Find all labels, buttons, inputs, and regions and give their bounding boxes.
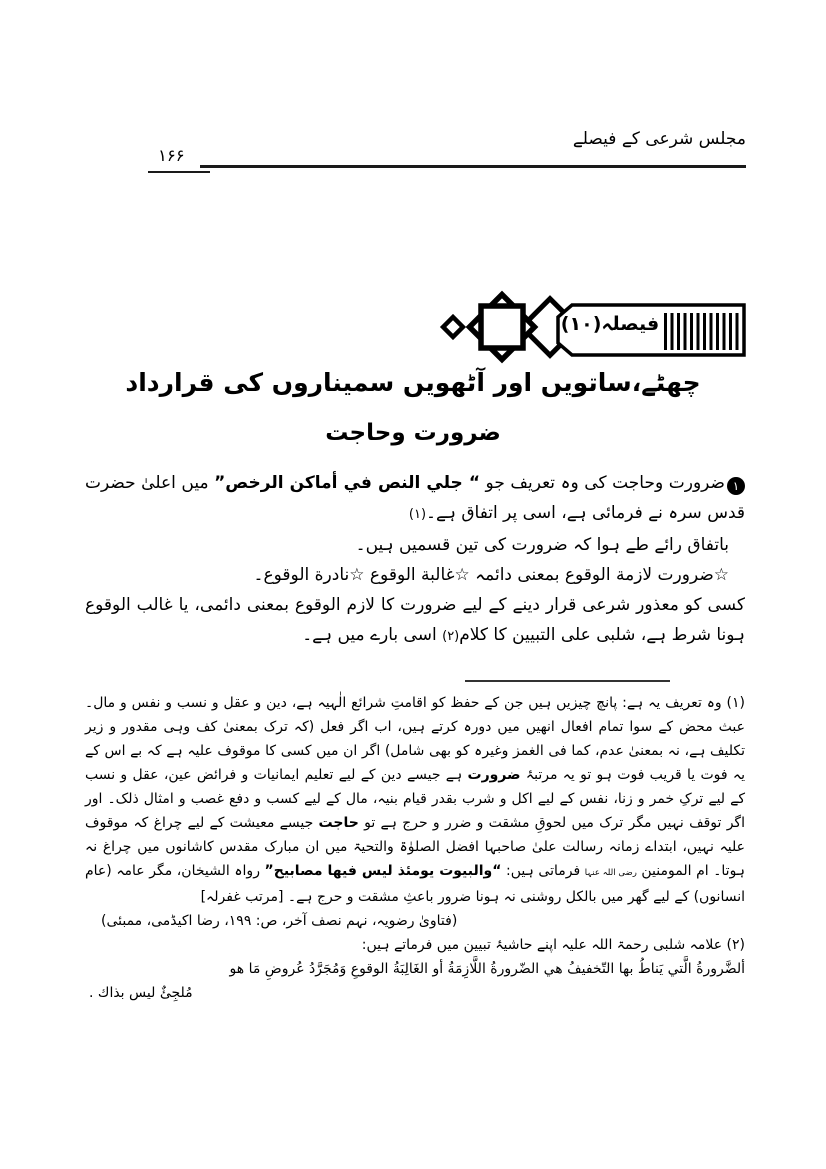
diamond-ornament-icon xyxy=(443,317,463,337)
footnote-1-text: وہ تعریف یہ ہے: پانچ چیزیں ہیں جن کے حفظ کو اقامتِ شرائع الٰہیہ ہے، دین و عقل و نسب و نفس و مال۔ عبث محض کے سوا تمام افعال انھیں میں دورہ کرتے ہیں، اب اگر فعل (کہ ترک بمعنیٰ کف وہی مقدور و زیر تکلیف ہے، نہ بمعنیٰ عدم، کما فی الغمز وغیرہ کو بھی شامل) اگر ان میں کسی کا موقوف علیہ ہے کہ بے اس کے یہ فوت یا قریب فوت ہو تو یہ مرتبۂ xyxy=(85,695,745,783)
page-number-rule xyxy=(148,171,210,173)
footnote-2 xyxy=(85,933,745,957)
footnote-1 xyxy=(85,691,745,909)
bold-term-zaroorat: ضرورت xyxy=(467,767,521,783)
hatch-lines-icon xyxy=(664,313,739,350)
footnote-1-text: فرماتی ہیں: xyxy=(501,863,585,879)
footnote-1-text: جیسے معیشت کے لیے چراغ کہ موقوف علیہ نہیں، ابتداے زمانہ رسالت علیٰ صاحبہا افضل الصلوٰۃ والتحیۃ میں ان مبارک مقدس کاشانوں میں چراغ نہ ہوتا۔ ام المومنین xyxy=(85,815,746,879)
paragraph-1-text-cont: میں اعلیٰ حضرت قدس سرہ نے فرمائی ہے، اسی پر اتفاق ہے۔ xyxy=(85,473,745,523)
numbered-disc-marker: ۱ xyxy=(727,477,745,495)
footnote-2-text: علامہ شلبی رحمۃ اللہ علیہ اپنے حاشیۂ تبیین میں فرماتے ہیں: xyxy=(361,937,727,953)
footnote-ref-2: (۲) xyxy=(442,629,460,644)
star-upright-square xyxy=(481,306,523,348)
paragraph-4-text: کسی کو معذور شرعی قرار دینے کے لیے ضرورت کا لازم الوقوع بمعنی دائمی، یا غالب الوقوع ہونا شرط ہے، شلبی علی التبیین کا کلام xyxy=(85,595,745,645)
footnote-1-text: ہے جیسے دین کے لیے تعلیم ایمانیات و فرائض عین، عقل و نسب کے لیے ترکِ خمر و زنا، نفس کے لیے اکل و شرب بقدر قیام بنیہ، مال کے لیے کسب و دفع غصب و امثال ذلک۔ اور اگر توقف نہیں مگر ترک میں لحوقِ مشقت و ضرر و حرج ہے تو xyxy=(85,767,745,831)
paragraph-2: باتفاق رائے طے ہوا کہ ضرورت کی تین قسمیں ہیں۔ xyxy=(355,535,729,555)
footnote-1-number: (۱) xyxy=(726,695,745,711)
hadith-quote: “والبیوت یومئذ لیس فیها مصابیح” xyxy=(264,863,502,879)
honorific-mark: رضی اللہ عنہا xyxy=(584,868,637,878)
paragraph-1 xyxy=(85,468,745,530)
footnote-1-text: رواہ الشیخان، مگر عامہ (عام انسانوں) کے لیے گھر میں بالکل روشنی نہ ہونا ضرور باعثِ مشقت و حرج ہے۔ [مرتب غفرلہ] xyxy=(85,863,745,905)
footnote-2-arabic-line2: مُلجِئٌ ليس بذاك . xyxy=(89,985,193,1001)
running-title: مجلس شرعی کے فیصلے xyxy=(572,129,746,149)
paragraph-4 xyxy=(85,590,745,652)
paragraph-1-text: ضرورت وحاجت کی وہ تعریف جو xyxy=(480,473,725,493)
bold-term-hajat: حاجت xyxy=(318,815,359,831)
chapter-subheading: ضرورت وحاجت xyxy=(325,420,501,446)
footnote-2-arabic-line1: ألضَّرورةُ الَّتي يَناطُ بها التّخفيفُ هي الضّرورةُ اللَّازِمَةُ أو الغَالِبَةُ الوقوعِ وَمُجَرَّدُ عُروضِ مَا هو xyxy=(229,961,745,977)
decision-badge xyxy=(438,288,752,368)
body-text xyxy=(85,468,745,652)
decision-number-label: فیصلہ(۱۰) xyxy=(560,313,660,335)
footnote-2-number: (۲) xyxy=(726,937,745,953)
arabic-quote: “ جلي النص في أماكن الرخص” xyxy=(214,473,480,493)
paragraph-3-star-list: ☆ضرورت لازمة الوقوع بمعنی دائمہ ☆غالبة الوقوع ☆نادرة الوقوع۔ xyxy=(253,565,729,585)
footnote-separator xyxy=(465,680,670,682)
footnote-ref-1: (۱) xyxy=(408,507,427,522)
chapter-heading: چھٹے،ساتویں اور آٹھویں سمیناروں کی قرارداد xyxy=(125,368,701,397)
footnotes xyxy=(85,691,745,1005)
header-rule xyxy=(200,165,746,168)
paragraph-4-text-cont: اسی بارے میں ہے۔ xyxy=(302,625,443,645)
page-number: ۱۶۶ xyxy=(158,146,185,165)
footnote-1-source-citation: (فتاویٰ رضویہ، نہم نصف آخر، ص: ۱۹۹، رضا اکیڈمی، ممبئی) xyxy=(101,913,458,929)
